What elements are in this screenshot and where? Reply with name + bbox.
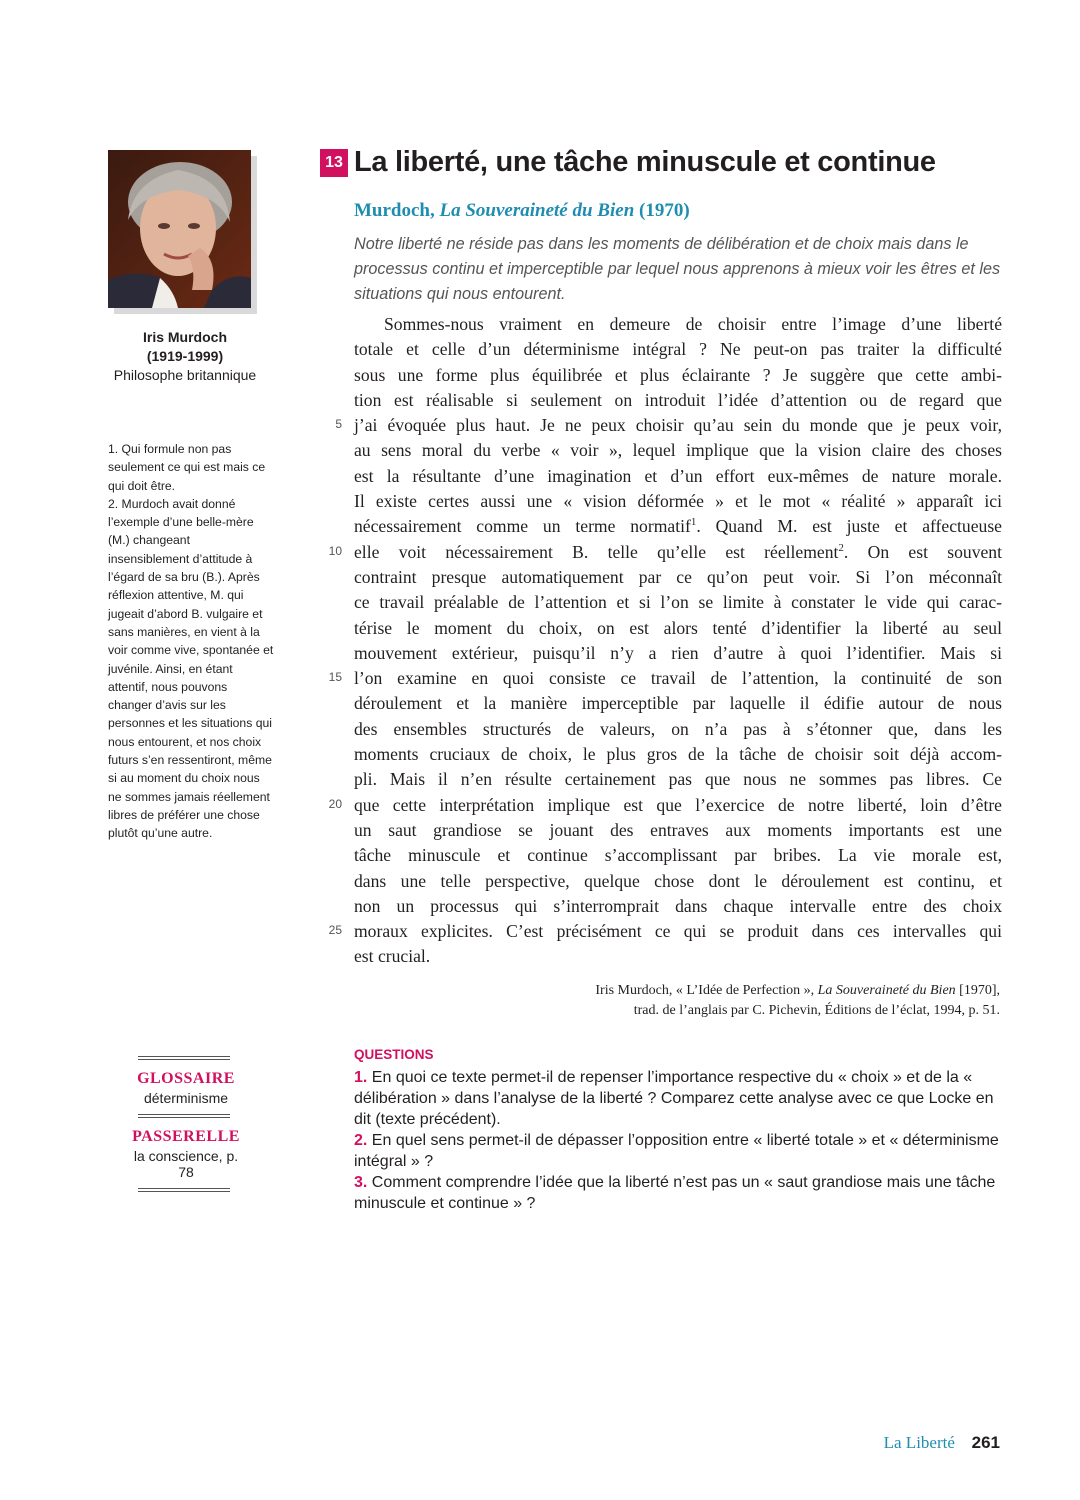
citation-year: [1970],: [959, 983, 1000, 998]
text-line: mouvement extérieur, puisqu’il n’y a rien d’autre à quoi l’identifier. Mais si: [354, 642, 1002, 663]
question-item: [354, 1130, 1014, 1172]
chapter-name: La Liberté: [883, 1433, 955, 1452]
question-number: 3.: [354, 1174, 368, 1191]
text-line: térise le moment du choix, on est alors tenté d’identifier la liberté au seul: [354, 617, 1002, 638]
glossary-title: GLOSSAIRE: [137, 1070, 235, 1087]
passerelle-title: PASSERELLE: [132, 1128, 240, 1145]
footnote-1-text: 1. Qui formule non pas seulement ce qui est mais ce qui doit être.: [108, 442, 266, 493]
text-line: pli. Mais il n’en résulte certainement pas que nous ne sommes pas libres. Ce: [354, 769, 1002, 790]
questions-heading: QUESTIONS: [354, 1047, 434, 1062]
page-footer: [884, 1433, 1000, 1453]
line-number: 10: [328, 544, 342, 558]
text-line: [354, 514, 1002, 539]
author-role: Philosophe britannique: [113, 367, 257, 383]
citation-line-1: [420, 981, 1000, 1001]
text-line: non un processus qui s’interromprait dans chaque intervalle entre des choix: [354, 895, 1002, 916]
source-year: (1970): [639, 200, 690, 221]
line-number: 5: [335, 417, 342, 431]
divider: [138, 1114, 230, 1118]
author-name: Iris Murdoch: [142, 329, 227, 345]
text-line-part: . Quand M. est juste et affectueuse: [696, 516, 1002, 537]
author-info: [100, 328, 270, 385]
text-line: tion est réalisable si seulement on introduit l’idée d’attention ou de regard que: [354, 389, 1002, 410]
text-line: des ensembles structurés de valeurs, on n’a pas à s’étonner que, dans les: [354, 718, 1002, 739]
source-author: Murdoch,: [354, 200, 435, 221]
document-number-badge: 13: [320, 149, 348, 177]
citation-work: La Souveraineté du Bien: [817, 983, 956, 998]
questions-section: [354, 1044, 1014, 1214]
text-line-part: elle voit nécessairement B. telle qu’elle est réellement: [354, 541, 839, 562]
text-line: sous une forme plus équilibrée et plus éclairante ? Je suggère que cette ambi-: [354, 364, 1002, 385]
footnote-2: [108, 495, 274, 843]
document-heading: [320, 146, 1020, 179]
text-line: ce travail préalable de l’attention et si l’on se limite à constater le vide qui carac-: [354, 592, 1002, 613]
question-text: En quoi ce texte permet-il de repenser l’importance respective du « choix » et de la « délibération » dans l’analyse de la liberté ? Comparez cette analyse avec ce que Locke en dit (texte précédent).: [354, 1069, 994, 1128]
main-text: [354, 312, 1002, 970]
text-line: moments cruciaux de choix, le plus gros de la tâche de choisir soit déjà accom-: [354, 744, 1002, 765]
footnote-mark-2[interactable]: 2: [838, 541, 844, 554]
text-line: totale et celle d’un déterminisme intégral ? Ne peut-on pas traiter la difficulté: [354, 339, 1002, 360]
question-text: Comment comprendre l’idée que la liberté n’est pas un « saut grandiose mais une tâche minuscule et continue » ?: [354, 1174, 996, 1212]
question-item: [354, 1067, 1014, 1130]
footnote-mark-1[interactable]: 1: [690, 516, 697, 529]
line-number: 25: [328, 923, 342, 937]
text-line: Il existe certes aussi une « vision déformée » et le mot « réalité » apparaît ici: [354, 491, 1002, 512]
question-text: En quel sens permet-il de dépasser l’opposition entre « liberté totale » et « déterminisme intégral » ?: [354, 1132, 999, 1170]
document-summary: Notre liberté ne réside pas dans les moments de délibération et de choix mais dans le processus continu et imperceptible par lequel nous apprenons à mieux voir les êtres et les situations qui nous entourent.: [354, 235, 1001, 303]
text-line: j’ai évoquée plus haut. Je ne peux choisir qu’au sein du monde que je peux voir,: [354, 415, 1002, 436]
text-line: contraint presque automatiquement par ce qu’on peut voir. Si l’on méconnaît: [354, 566, 1002, 587]
text-line: au sens moral du verbe « voir », lequel implique que la vision claire des choses: [354, 440, 1002, 461]
text-line-part: nécessairement comme un terme normatif: [354, 516, 691, 537]
citation-line-2: trad. de l’anglais par C. Pichevin, Éditions de l’éclat, 1994, p. 51.: [633, 1003, 1000, 1018]
question-item: [354, 1172, 1014, 1214]
text-line: est crucial.: [354, 946, 431, 967]
text-line: déroulement et la manière imperceptible par laquelle il édifie autour de nous: [354, 693, 1002, 714]
question-number: 1.: [354, 1069, 368, 1086]
side-boxes: [128, 1056, 244, 1202]
line-number: 20: [328, 797, 342, 811]
citation-author-title: Iris Murdoch, « L’Idée de Perfection »,: [595, 983, 815, 998]
text-line: est la résultante d’une imagination et d’un effort eux-mêmes de nature morale.: [354, 465, 1002, 486]
text-line: moraux explicites. C’est précisément ce qui se produit dans ces intervalles qui: [354, 921, 1002, 942]
question-number: 2.: [354, 1132, 368, 1149]
citation: [420, 981, 1000, 1021]
author-dates: (1919-1999): [146, 348, 224, 364]
text-line: dans une telle perspective, quelque chose dont le déroulement est continu, et: [354, 870, 1002, 891]
footnote-2-text: 2. Murdoch avait donné l’exemple d’une belle-mère (M.) changeant insensiblement d’attitude à l’égard de sa bru (B.). Après réflexion attentive, M. qui jugeait d’abord B. vulgaire et sans manières, en vient à la voir comme vive, spontanée et juvénile. Ainsi, en étant attentif, nous pouvons changer d’avis sur les personnes et les situations qui nous entourent, et nos choix futurs s’en ressentiront, même si au moment du choix nous ne sommes jamais réellement libres de préférer une chose plutôt qu’une autre.: [108, 496, 274, 841]
divider: [138, 1056, 230, 1060]
text-line: [354, 540, 1002, 565]
source-line: [354, 200, 690, 222]
glossary-term[interactable]: déterminisme: [143, 1090, 229, 1106]
line-number: 15: [328, 670, 342, 684]
text-line: tâche minuscule et continue s’accomplissant par bribes. La vie morale est,: [354, 845, 1002, 866]
document-title: La liberté, une tâche minuscule et continue: [354, 146, 936, 178]
text-line: un saut grandiose se jouant des entraves aux moments importants est une: [354, 819, 1002, 840]
text-line: que cette interprétation implique est que l’exercice de notre liberté, loin d’être: [354, 794, 1002, 815]
page-number: 261: [971, 1433, 1000, 1452]
text-line: l’on examine en quoi consiste ce travail de l’attention, la continuité de son: [354, 668, 1002, 689]
divider: [138, 1188, 230, 1192]
passerelle-link[interactable]: la conscience, p. 78: [133, 1148, 239, 1180]
footnotes: [108, 440, 274, 843]
text-line-part: . On est souvent: [843, 541, 1002, 562]
footnote-1: [108, 440, 274, 495]
text-line: Sommes-nous vraiment en demeure de choisir entre l’image d’une liberté: [384, 314, 1002, 334]
source-work: La Souveraineté du Bien: [439, 200, 635, 221]
author-portrait: [108, 150, 251, 308]
